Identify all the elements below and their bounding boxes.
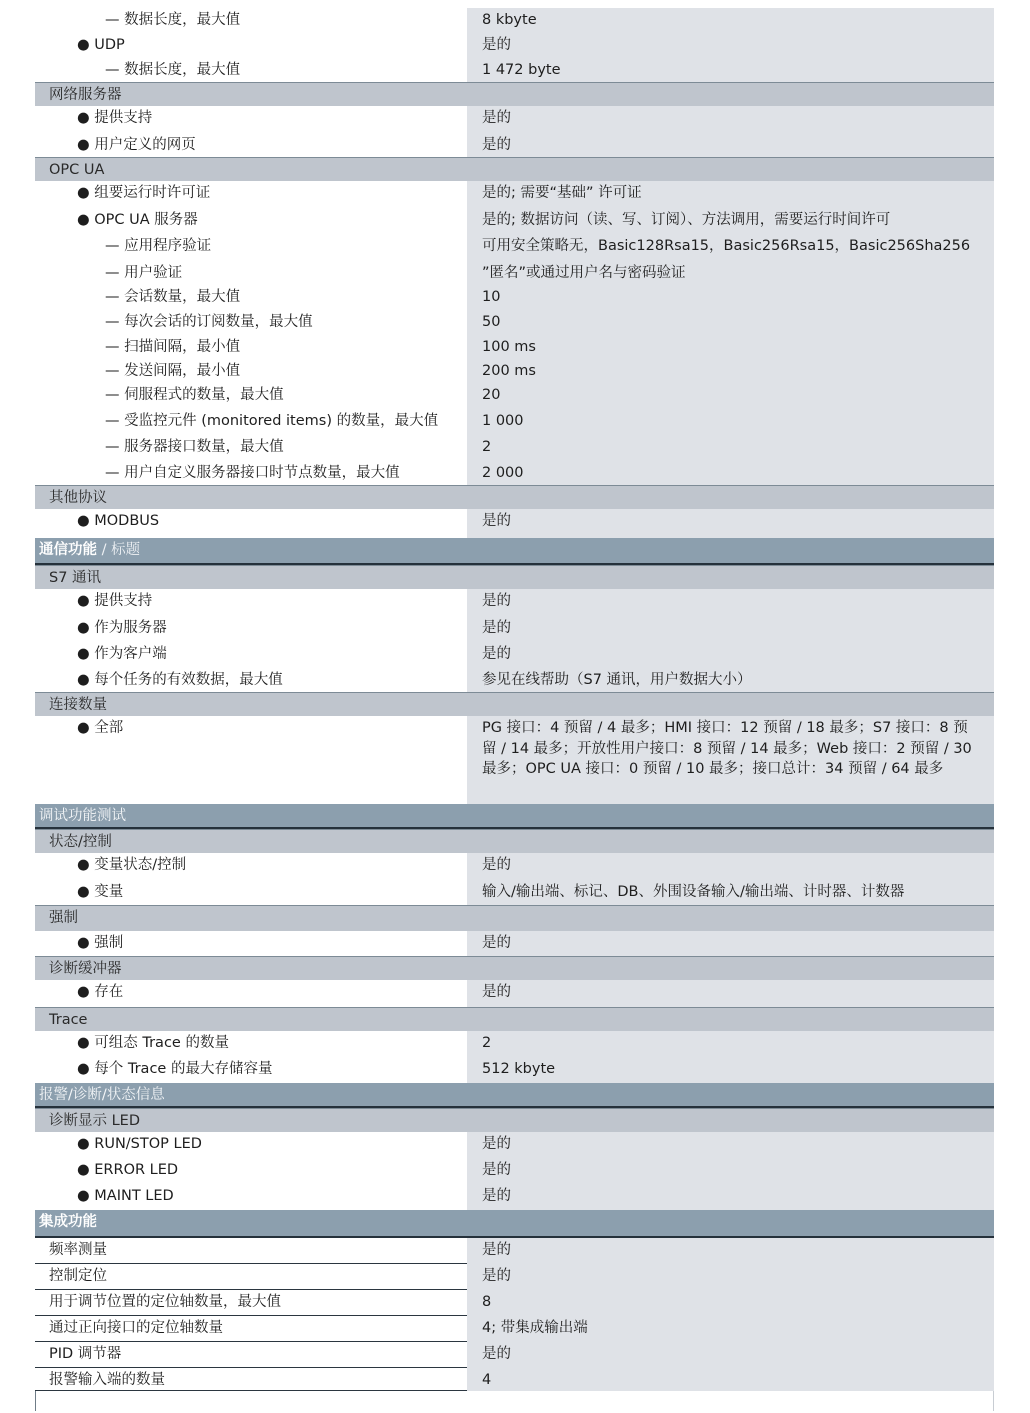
row-value: 是的; 数据访问（读、写、订阅）、方法调用，需要运行时间许可 bbox=[482, 212, 891, 228]
table-row bbox=[35, 335, 994, 359]
table-row bbox=[35, 181, 994, 208]
row-value: 是的 bbox=[482, 137, 511, 153]
subsection-title: 诊断缓冲器 bbox=[49, 961, 122, 977]
subsection-header bbox=[35, 82, 994, 106]
row-label: 通过正向接口的定位轴数量 bbox=[49, 1320, 223, 1336]
table-row bbox=[35, 359, 994, 383]
row-value: 是的 bbox=[482, 593, 511, 609]
table-row bbox=[35, 931, 994, 956]
row-label: ● 提供支持 bbox=[77, 593, 153, 609]
label-cell bbox=[35, 335, 467, 359]
row-label: — 扫描间隔，最小值 bbox=[105, 339, 241, 355]
table-row bbox=[35, 133, 994, 157]
row-value: 50 bbox=[482, 314, 501, 330]
row-label: — 服务器接口数量，最大值 bbox=[105, 439, 284, 455]
section-title: 报警/诊断/状态信息 bbox=[39, 1087, 165, 1103]
row-label: ● 提供支持 bbox=[77, 110, 153, 126]
subsection-header bbox=[35, 956, 994, 980]
row-value: 是的 bbox=[482, 37, 511, 53]
spec-table bbox=[35, 8, 994, 1391]
row-label: — 发送间隔，最小值 bbox=[105, 363, 241, 379]
subsection-header bbox=[35, 485, 994, 509]
subsection-header bbox=[35, 1108, 994, 1132]
table-row bbox=[35, 1342, 994, 1368]
row-label: — 应用程序验证 bbox=[105, 238, 212, 254]
table-row bbox=[35, 980, 994, 1007]
label-cell bbox=[35, 234, 467, 261]
row-label: 用于调节位置的定位轴数量，最大值 bbox=[49, 1294, 281, 1310]
table-row bbox=[35, 435, 994, 461]
row-label: ● 变量状态/控制 bbox=[77, 857, 187, 873]
row-value: 参见在线帮助（S7 通讯，用户数据大小） bbox=[482, 672, 752, 688]
row-value: 4; 带集成输出端 bbox=[482, 1320, 588, 1336]
subsection-header bbox=[35, 829, 994, 853]
row-label: ● 每个任务的有效数据，最大值 bbox=[77, 672, 283, 688]
label-cell bbox=[35, 261, 467, 285]
subsection-title: S7 通讯 bbox=[49, 570, 102, 586]
row-label: — 会话数量，最大值 bbox=[105, 289, 241, 305]
table-row bbox=[35, 58, 994, 82]
row-value: 512 kbyte bbox=[482, 1061, 556, 1077]
row-label: — 用户自定义服务器接口时节点数量，最大值 bbox=[105, 465, 400, 481]
row-value: 20 bbox=[482, 387, 501, 403]
subsection-title: OPC UA bbox=[49, 162, 105, 178]
row-label: ● 用户定义的网页 bbox=[77, 137, 196, 153]
table-row bbox=[35, 1290, 994, 1316]
row-label: — 每次会话的订阅数量，最大值 bbox=[105, 314, 313, 330]
row-value: 是的 bbox=[482, 646, 511, 662]
section-title-main: 通信功能 bbox=[39, 542, 97, 558]
table-row bbox=[35, 589, 994, 616]
table-row bbox=[35, 1158, 994, 1184]
row-value: 100 ms bbox=[482, 339, 536, 355]
row-value: 是的 bbox=[482, 1162, 511, 1178]
table-row bbox=[35, 1031, 994, 1057]
row-value: 是的 bbox=[482, 1268, 511, 1284]
row-value: 10 bbox=[482, 289, 501, 305]
section-title-main: 集成功能 bbox=[39, 1214, 97, 1230]
table-row bbox=[35, 509, 994, 538]
label-cell bbox=[35, 359, 467, 383]
table-row bbox=[35, 1132, 994, 1158]
row-value: 是的 bbox=[482, 984, 511, 1000]
table-row bbox=[35, 234, 994, 261]
table-row bbox=[35, 1057, 994, 1083]
table-row bbox=[35, 716, 994, 804]
section-header bbox=[35, 804, 994, 829]
row-label: ● 每个 Trace 的最大存储容量 bbox=[77, 1061, 273, 1077]
row-label: ● 全部 bbox=[77, 720, 124, 736]
row-value: 是的 bbox=[482, 857, 511, 873]
subsection-title: 连接数量 bbox=[49, 697, 107, 713]
row-value: 是的 bbox=[482, 1346, 511, 1362]
table-row bbox=[35, 106, 994, 133]
row-label: — 数据长度，最大值 bbox=[105, 12, 241, 28]
section-title-suffix: / 标题 bbox=[97, 542, 141, 558]
table-row bbox=[35, 1316, 994, 1342]
table-row bbox=[35, 285, 994, 310]
row-value: 是的 bbox=[482, 1136, 511, 1152]
table-row bbox=[35, 668, 994, 692]
row-label: ● ERROR LED bbox=[77, 1162, 179, 1178]
row-label: 报警输入端的数量 bbox=[49, 1372, 165, 1388]
table-row bbox=[35, 1238, 994, 1264]
table-row bbox=[35, 1184, 994, 1210]
subsection-header bbox=[35, 692, 994, 716]
row-label: ● 存在 bbox=[77, 984, 124, 1000]
subsection-title: 其他协议 bbox=[49, 490, 107, 506]
table-row bbox=[35, 310, 994, 335]
row-label: 频率测量 bbox=[49, 1242, 107, 1258]
table-row bbox=[35, 261, 994, 285]
table-row bbox=[35, 8, 994, 33]
section-header bbox=[35, 1210, 994, 1238]
row-value: 2 bbox=[482, 439, 492, 455]
row-value: 是的 bbox=[482, 1242, 511, 1258]
table-row bbox=[35, 1264, 994, 1290]
label-cell bbox=[35, 8, 467, 33]
row-value: 1 472 byte bbox=[482, 62, 561, 78]
table-row bbox=[35, 208, 994, 234]
row-label: — 伺服程式的数量，最大值 bbox=[105, 387, 284, 403]
row-value: 2 bbox=[482, 1035, 492, 1051]
table-row bbox=[35, 616, 994, 642]
table-row bbox=[35, 383, 994, 409]
table-row bbox=[35, 409, 994, 435]
row-value: PG 接口：4 预留 / 4 最多；HMI 接口：12 预留 / 18 最多；S7 接口：8 预留 / 14 最多；开放性用户接口：8 预留 / 14 最多；Web 接口：2 预留 / 30 最多；OPC UA 接口：0 预留 / 10 最多；接口总计：34 预留 / 64 最多 bbox=[482, 720, 972, 777]
subsection-header bbox=[35, 1007, 994, 1031]
row-label: — 数据长度，最大值 bbox=[105, 62, 241, 78]
row-value: 200 ms bbox=[482, 363, 536, 379]
table-row bbox=[35, 853, 994, 880]
row-label: ● MODBUS bbox=[77, 513, 160, 529]
subsection-title: 诊断显示 LED bbox=[49, 1113, 141, 1129]
section-title bbox=[39, 540, 140, 560]
section-title bbox=[39, 1212, 97, 1232]
row-label: ● 作为服务器 bbox=[77, 620, 167, 636]
row-label: — 用户验证 bbox=[105, 265, 183, 281]
subsection-header bbox=[35, 905, 994, 931]
subsection-title: 状态/控制 bbox=[49, 834, 112, 850]
row-value: ”匿名”或通过用户名与密码验证 bbox=[482, 265, 686, 281]
row-value: 是的 bbox=[482, 1188, 511, 1204]
subsection-title: 网络服务器 bbox=[49, 87, 122, 103]
subsection-header bbox=[35, 157, 994, 181]
row-value: 2 000 bbox=[482, 465, 524, 481]
row-value: 是的 bbox=[482, 935, 511, 951]
row-value: 是的; 需要“基础” 许可证 bbox=[482, 185, 642, 201]
section-title: 调试功能测试 bbox=[39, 808, 126, 824]
row-label: ● 变量 bbox=[77, 884, 124, 900]
row-label: ● OPC UA 服务器 bbox=[77, 212, 198, 228]
label-cell bbox=[35, 58, 467, 82]
row-label: — 受监控元件 (monitored items) 的数量，最大值 bbox=[105, 413, 439, 429]
table-row bbox=[35, 461, 994, 485]
row-label: ● 作为客户端 bbox=[77, 646, 167, 662]
row-label: ● 组要运行时许可证 bbox=[77, 185, 211, 201]
row-value: 4 bbox=[482, 1372, 492, 1388]
row-label: 控制定位 bbox=[49, 1268, 107, 1284]
row-value: 输入/输出端、标记、DB、外围设备输入/输出端、计时器、计数器 bbox=[482, 884, 905, 900]
subsection-title: 强制 bbox=[49, 910, 78, 926]
section-header bbox=[35, 538, 994, 565]
subsection-header bbox=[35, 565, 994, 589]
table-row bbox=[35, 1368, 994, 1391]
row-label: ● MAINT LED bbox=[77, 1188, 174, 1204]
table-row bbox=[35, 642, 994, 668]
row-label: PID 调节器 bbox=[49, 1346, 122, 1362]
row-value: 是的 bbox=[482, 620, 511, 636]
row-label: ● 可组态 Trace 的数量 bbox=[77, 1035, 229, 1051]
row-value: 可用安全策略无，Basic128Rsa15，Basic256Rsa15，Basic256Sha256 bbox=[482, 238, 971, 254]
table-row bbox=[35, 33, 994, 58]
table-row bbox=[35, 880, 994, 905]
subsection-title: Trace bbox=[49, 1012, 88, 1028]
row-value: 是的 bbox=[482, 110, 511, 126]
row-value: 1 000 bbox=[482, 413, 524, 429]
row-label: ● RUN/STOP LED bbox=[77, 1136, 202, 1152]
row-value: 是的 bbox=[482, 513, 511, 529]
row-label: ● UDP bbox=[77, 37, 125, 53]
label-cell bbox=[35, 285, 467, 310]
row-label: ● 强制 bbox=[77, 935, 124, 951]
row-value: 8 kbyte bbox=[482, 12, 537, 28]
section-header bbox=[35, 1083, 994, 1108]
row-value: 8 bbox=[482, 1294, 492, 1310]
